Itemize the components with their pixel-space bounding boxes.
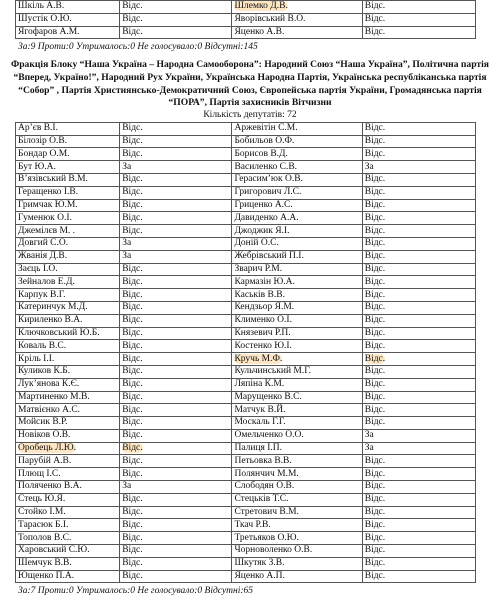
deputy-name: Яценко А.П.	[232, 570, 362, 583]
table-row	[16, 173, 476, 186]
deputy-name: Шустік О.Ю.	[16, 13, 120, 26]
deputy-name: Шемчук В.В.	[16, 557, 120, 570]
vote-value: Відс.	[362, 353, 475, 366]
deputy-name: Джоджик Я.І.	[232, 225, 362, 238]
vote-value: За	[120, 250, 232, 263]
deputy-name: Петьовка В.В.	[232, 455, 362, 468]
vote-value: Відс.	[120, 378, 232, 391]
table-row	[16, 13, 476, 26]
vote-value: Відс.	[120, 442, 232, 455]
deputy-name: Палиця І.П.	[232, 442, 362, 455]
deputy-name: Гриценко А.С.	[232, 199, 362, 212]
vote-value: Відс.	[120, 353, 232, 366]
deputy-name: Яворівський В.О.	[232, 13, 362, 26]
vote-value: Відс.	[120, 417, 232, 430]
table-row	[16, 237, 476, 250]
vote-value: Відс.	[362, 493, 475, 506]
deputy-name: Кріль І.І.	[16, 353, 120, 366]
vote-value: За	[120, 161, 232, 174]
deputy-name: Стець Ю.Я.	[16, 493, 120, 506]
deputy-name: Стретович В.М.	[232, 506, 362, 519]
vote-value: Відс.	[120, 186, 232, 199]
vote-value: Відс.	[120, 519, 232, 532]
faction-vote-table	[15, 122, 476, 584]
deputy-name: Мойсик В.Р.	[16, 417, 120, 430]
deputy-name: Костенко Ю.І.	[232, 340, 362, 353]
deputy-name: Шкутяк З.В.	[232, 557, 362, 570]
deputy-name: Кириленко В.А.	[16, 314, 120, 327]
vote-value: За	[362, 429, 475, 442]
vote-value: Відс.	[362, 314, 475, 327]
table-row	[16, 212, 476, 225]
table-row	[16, 493, 476, 506]
table-row	[16, 417, 476, 430]
vote-value: Відс.	[362, 391, 475, 404]
vote-value: За	[362, 442, 475, 455]
deputy-name: Чорноволенко О.В.	[232, 545, 362, 558]
deputy-name: Матчук В.Й.	[232, 404, 362, 417]
vote-value: Відс.	[362, 13, 475, 26]
table-row	[16, 26, 476, 39]
deputy-name: Жванія Д.В.	[16, 250, 120, 263]
deputy-name: Куликов К.Б.	[16, 365, 120, 378]
vote-value: Відс.	[120, 327, 232, 340]
deputy-name: Лук’янова К.Є.	[16, 378, 120, 391]
deputy-name: Зварич Р.М.	[232, 263, 362, 276]
table-row	[16, 391, 476, 404]
vote-value: Відс.	[362, 26, 475, 39]
vote-value: За	[120, 237, 232, 250]
deputy-name: Тополов В.С.	[16, 532, 120, 545]
table-row	[16, 404, 476, 417]
table-row	[16, 276, 476, 289]
vote-value: Відс.	[362, 532, 475, 545]
table-row	[16, 263, 476, 276]
table-row	[16, 429, 476, 442]
table-row	[16, 161, 476, 174]
deputy-name: Ар’єв В.І.	[16, 122, 120, 135]
vote-value: За	[362, 161, 475, 174]
vote-value: Відс.	[362, 468, 475, 481]
table-row	[16, 365, 476, 378]
vote-value: Відс.	[120, 276, 232, 289]
vote-value: За	[120, 481, 232, 494]
table-row	[16, 301, 476, 314]
vote-value: Відс.	[362, 1, 475, 14]
deputy-name: Мартиненко М.В.	[16, 391, 120, 404]
vote-value: Відс.	[362, 327, 475, 340]
table-row	[16, 314, 476, 327]
vote-value: Відс.	[120, 148, 232, 161]
table-row	[16, 250, 476, 263]
table-row	[16, 199, 476, 212]
deputy-name: Омельченко О.О.	[232, 429, 362, 442]
table-row	[16, 186, 476, 199]
vote-value: Відс.	[120, 532, 232, 545]
vote-value: Відс.	[362, 340, 475, 353]
deputy-name: Аржевітін С.М.	[232, 122, 362, 135]
table-row	[16, 532, 476, 545]
vote-value: Відс.	[362, 378, 475, 391]
deputy-name: Князевич Р.П.	[232, 327, 362, 340]
vote-value: Відс.	[120, 570, 232, 583]
deputy-name: Гримчак Ю.М.	[16, 199, 120, 212]
table-row	[16, 135, 476, 148]
vote-value: Відс.	[120, 26, 232, 39]
table-row	[16, 506, 476, 519]
vote-value: Відс.	[120, 557, 232, 570]
vote-value: Відс.	[120, 135, 232, 148]
deputy-name: Харовський С.Ю.	[16, 545, 120, 558]
vote-value: Відс.	[362, 455, 475, 468]
deputy-name: Бобильов О.Ф.	[232, 135, 362, 148]
vote-value: Відс.	[362, 545, 475, 558]
vote-value: Відс.	[120, 506, 232, 519]
deputy-name: Василенко С.В.	[232, 161, 362, 174]
vote-value: Відс.	[362, 212, 475, 225]
deputy-name: Третьяков О.Ю.	[232, 532, 362, 545]
deputy-name: Гуменюк О.І.	[16, 212, 120, 225]
table-row	[16, 468, 476, 481]
faction-title: Фракція Блоку “Наша Україна – Народна Самооборона”: Народний Союз “Наша Україна”, Політична партія “Вперед, Україно!”, Народний Рух України, Українська Народна Партія, Українська республіканська партія “Собор” , Партія Християнсько-Демократичний Союз, Європейська партія України, Громадянська партія “ПОРА”, Партія захисників Вітчизни	[10, 59, 489, 109]
deputy-name: Білозір О.В.	[16, 135, 120, 148]
deputy-name: Григорович Л.С.	[232, 186, 362, 199]
vote-value: Відс.	[120, 404, 232, 417]
deputy-name: Кендзьор Я.М.	[232, 301, 362, 314]
deputy-name: Каськів В.В.	[232, 289, 362, 302]
table-row	[16, 225, 476, 238]
vote-value: Відс.	[362, 519, 475, 532]
deputy-name: Шлемко Д.В.	[232, 1, 362, 14]
deputy-name: Борисов В.Д.	[232, 148, 362, 161]
deputy-name: Давиденко А.А.	[232, 212, 362, 225]
table-row	[16, 570, 476, 583]
vote-value: Відс.	[120, 225, 232, 238]
bottom-vote-summary: За:7 Проти:0 Утрималось:0 Не голосувало:0 Відсутні:65	[18, 586, 254, 597]
deputy-name: Доній О.С.	[232, 237, 362, 250]
deputy-name: Яценко А.В.	[232, 26, 362, 39]
vote-value: Відс.	[362, 173, 475, 186]
deputy-name: Парубій А.В.	[16, 455, 120, 468]
deputy-name: Поляченко В.А.	[16, 481, 120, 494]
top-vote-table	[15, 0, 476, 39]
deputy-name: Плющ І.С.	[16, 468, 120, 481]
deputy-name: Ключковський Ю.Б.	[16, 327, 120, 340]
deputy-name: Ляпіна К.М.	[232, 378, 362, 391]
deputy-name: Марущенко В.С.	[232, 391, 362, 404]
deputy-name: Коваль В.С.	[16, 340, 120, 353]
deputy-name: Стецьків Т.С.	[232, 493, 362, 506]
vote-value: Відс.	[362, 289, 475, 302]
deputy-name: Ющенко П.А.	[16, 570, 120, 583]
deputy-name: Джемілєв М. .	[16, 225, 120, 238]
table-row	[16, 378, 476, 391]
vote-value: Відс.	[362, 186, 475, 199]
vote-value: Відс.	[362, 506, 475, 519]
deputy-name: Карпук В.Г.	[16, 289, 120, 302]
vote-value: Відс.	[120, 122, 232, 135]
table-row	[16, 481, 476, 494]
table-row	[16, 122, 476, 135]
vote-value: Відс.	[362, 237, 475, 250]
vote-value: Відс.	[362, 276, 475, 289]
deputies-count: Кількість депутатів: 72	[203, 109, 297, 120]
vote-value: Відс.	[362, 148, 475, 161]
vote-value: Відс.	[120, 13, 232, 26]
vote-value: Відс.	[120, 289, 232, 302]
deputy-name: Бондар О.М.	[16, 148, 120, 161]
deputy-name: Оробець Л.Ю.	[16, 442, 120, 455]
vote-value: Відс.	[120, 1, 232, 14]
deputy-name: Шкіль А.В.	[16, 1, 120, 14]
deputy-name: Зейналов Е.Д.	[16, 276, 120, 289]
deputy-name: Ткач Р.В.	[232, 519, 362, 532]
top-vote-summary: За:9 Проти:0 Утрималось:0 Не голосувало:0 Відсутні:145	[18, 42, 258, 53]
deputy-name: В’язівський В.М.	[16, 173, 120, 186]
vote-value: Відс.	[362, 570, 475, 583]
deputy-name: Кармазін Ю.А.	[232, 276, 362, 289]
deputy-name: Клименко О.І.	[232, 314, 362, 327]
vote-value: Відс.	[120, 340, 232, 353]
deputy-name: Заєць І.О.	[16, 263, 120, 276]
vote-value: Відс.	[362, 301, 475, 314]
deputy-name: Слободян О.В.	[232, 481, 362, 494]
table-row	[16, 557, 476, 570]
vote-value: Відс.	[362, 557, 475, 570]
vote-value: Відс.	[120, 173, 232, 186]
vote-value: Відс.	[120, 429, 232, 442]
vote-value: Відс.	[120, 468, 232, 481]
vote-value: Відс.	[120, 391, 232, 404]
deputy-name: Жебрівський П.І.	[232, 250, 362, 263]
vote-value: Відс.	[362, 250, 475, 263]
table-row	[16, 455, 476, 468]
vote-value: Відс.	[120, 545, 232, 558]
deputy-name: Новіков О.В.	[16, 429, 120, 442]
vote-value: Відс.	[362, 481, 475, 494]
deputy-name: Матвієнко А.С.	[16, 404, 120, 417]
deputy-name: Тарасюк Б.І.	[16, 519, 120, 532]
vote-value: Відс.	[120, 493, 232, 506]
deputy-name: Полянчич М.М.	[232, 468, 362, 481]
vote-value: Відс.	[120, 455, 232, 468]
table-row	[16, 340, 476, 353]
vote-value: Відс.	[362, 404, 475, 417]
deputy-name: Кульчинський М.Г.	[232, 365, 362, 378]
vote-value: Відс.	[362, 122, 475, 135]
vote-value: Відс.	[362, 417, 475, 430]
vote-value: Відс.	[120, 301, 232, 314]
vote-value: Відс.	[120, 263, 232, 276]
vote-value: Відс.	[362, 199, 475, 212]
deputy-name: Ягофаров А.М.	[16, 26, 120, 39]
vote-value: Відс.	[362, 365, 475, 378]
table-row	[16, 327, 476, 340]
deputy-name: Стойко І.М.	[16, 506, 120, 519]
deputy-name: Катеринчук М.Д.	[16, 301, 120, 314]
deputy-name: Москаль Г.Г.	[232, 417, 362, 430]
vote-value: Відс.	[362, 225, 475, 238]
deputy-name: Геращенко І.В.	[16, 186, 120, 199]
table-row	[16, 442, 476, 455]
deputy-name: Бут Ю.А.	[16, 161, 120, 174]
table-row	[16, 519, 476, 532]
deputy-name: Довгий С.О.	[16, 237, 120, 250]
table-row	[16, 545, 476, 558]
table-row	[16, 353, 476, 366]
vote-value: Відс.	[362, 263, 475, 276]
table-row	[16, 148, 476, 161]
deputy-name: Герасим’юк О.В.	[232, 173, 362, 186]
deputy-name: Кручь М.Ф.	[232, 353, 362, 366]
vote-value: Відс.	[362, 135, 475, 148]
vote-value: Відс.	[120, 199, 232, 212]
table-row	[16, 1, 476, 14]
table-row	[16, 289, 476, 302]
vote-value: Відс.	[120, 365, 232, 378]
vote-value: Відс.	[120, 212, 232, 225]
vote-value: Відс.	[120, 314, 232, 327]
